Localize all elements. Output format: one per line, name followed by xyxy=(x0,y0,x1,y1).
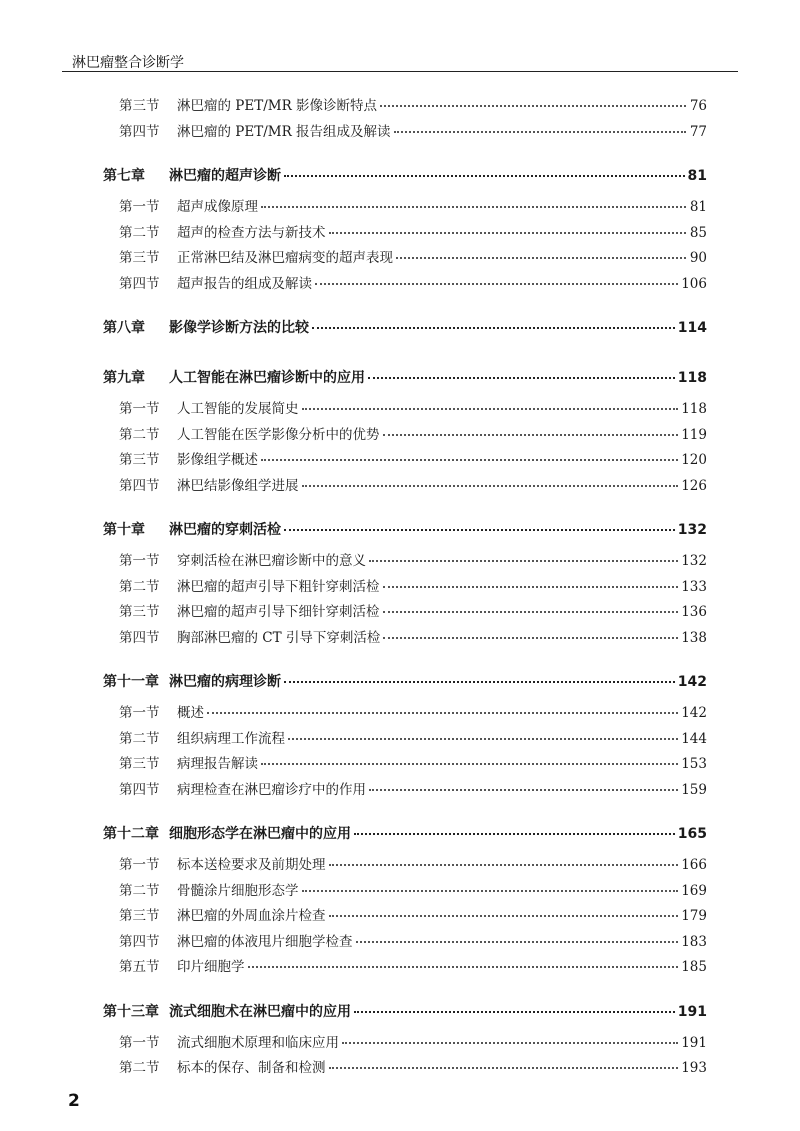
section-page-number: 159 xyxy=(681,781,707,798)
section-number: 第一节 xyxy=(119,401,160,417)
dot-leader xyxy=(261,763,678,765)
chapter-number: 第九章 xyxy=(103,370,145,386)
section-title: 流式细胞术原理和临床应用 xyxy=(177,1034,339,1051)
dot-leader xyxy=(383,434,679,436)
section-title: 标本送检要求及前期处理 xyxy=(177,857,326,873)
section-title: 淋巴瘤的外周血涂片检查 xyxy=(177,908,326,924)
chapter-title: 细胞形态学在淋巴瘤中的应用 xyxy=(169,826,351,842)
section-page-number: 169 xyxy=(681,882,707,899)
section-page-number: 119 xyxy=(681,426,707,443)
section-number: 第一节 xyxy=(119,553,160,569)
section-title: 淋巴结影像组学进展 xyxy=(177,477,299,494)
section-number: 第四节 xyxy=(119,275,160,292)
section-title: 标本的保存、制备和检测 xyxy=(177,1060,326,1076)
dot-leader xyxy=(284,175,685,177)
dot-leader xyxy=(248,966,679,968)
section-page-number: 81 xyxy=(689,199,707,215)
dot-leader xyxy=(356,941,679,943)
dot-leader xyxy=(383,637,678,639)
section-title: 淋巴瘤的 PET/MR 报告组成及解读 xyxy=(177,123,391,140)
section-number: 第四节 xyxy=(119,477,160,494)
dot-leader xyxy=(284,681,675,683)
section-title: 超声的检查方法与新技术 xyxy=(177,224,326,241)
chapter-number: 第十三章 xyxy=(103,1003,159,1020)
page-number: 2 xyxy=(68,1091,80,1111)
section-title: 影像组学概述 xyxy=(177,452,258,468)
section-title: 淋巴瘤的体液甩片细胞学检查 xyxy=(177,933,353,950)
section-number: 第二节 xyxy=(119,730,160,747)
toc-section-entry[interactable] xyxy=(103,549,707,575)
section-page-number: 136 xyxy=(681,604,707,620)
toc-chapter-entry[interactable] xyxy=(103,519,707,549)
toc-section-entry[interactable] xyxy=(103,1056,707,1082)
section-page-number: 126 xyxy=(681,477,707,494)
section-title: 组织病理工作流程 xyxy=(177,730,285,747)
toc-section-entry[interactable] xyxy=(103,272,707,298)
chapter-title: 流式细胞术在淋巴瘤中的应用 xyxy=(169,1003,351,1020)
dot-leader xyxy=(302,485,679,487)
section-title: 正常淋巴结及淋巴瘤病变的超声表现 xyxy=(177,250,393,266)
toc-section-entry[interactable] xyxy=(103,195,707,221)
dot-leader xyxy=(396,257,686,259)
chapter-page-number: 132 xyxy=(677,522,707,538)
chapter-number: 第八章 xyxy=(103,320,145,336)
section-title: 病理报告解读 xyxy=(177,756,258,772)
chapter-title: 淋巴瘤的病理诊断 xyxy=(169,674,281,690)
section-number: 第四节 xyxy=(119,781,160,798)
section-number: 第四节 xyxy=(119,123,160,140)
chapter-title: 影像学诊断方法的比较 xyxy=(169,320,309,336)
section-number: 第三节 xyxy=(119,604,160,620)
dot-leader xyxy=(383,611,679,613)
dot-leader xyxy=(312,327,675,329)
dot-leader xyxy=(329,1067,679,1069)
chapter-page-number: 191 xyxy=(677,1003,707,1020)
section-number: 第二节 xyxy=(119,882,160,899)
section-page-number: 106 xyxy=(681,275,707,292)
section-number: 第三节 xyxy=(119,98,160,114)
dot-leader xyxy=(329,232,687,234)
dot-leader xyxy=(329,864,679,866)
section-page-number: 185 xyxy=(681,959,707,975)
chapter-page-number: 165 xyxy=(677,826,707,842)
section-title: 超声报告的组成及解读 xyxy=(177,275,312,292)
section-title: 人工智能的发展简史 xyxy=(177,401,299,417)
section-number: 第四节 xyxy=(119,629,160,646)
section-page-number: 142 xyxy=(681,705,707,721)
section-page-number: 179 xyxy=(681,908,707,924)
section-title: 概述 xyxy=(177,705,204,721)
toc-chapter-group xyxy=(103,823,707,981)
section-page-number: 85 xyxy=(689,224,707,241)
section-title: 超声成像原理 xyxy=(177,199,258,215)
toc-section-entry[interactable] xyxy=(103,246,707,272)
chapter-number: 第七章 xyxy=(103,168,145,184)
chapter-page-number: 81 xyxy=(687,168,707,184)
toc-section-entry[interactable] xyxy=(103,626,707,652)
section-page-number: 77 xyxy=(689,123,707,140)
section-page-number: 118 xyxy=(681,401,707,417)
dot-leader xyxy=(394,131,686,133)
dot-leader xyxy=(380,105,686,107)
section-number: 第三节 xyxy=(119,452,160,468)
section-title: 印片细胞学 xyxy=(177,959,245,975)
toc-section-entry[interactable] xyxy=(103,94,707,120)
toc-section-entry[interactable] xyxy=(103,120,707,146)
toc-chapter-entry[interactable] xyxy=(103,367,707,397)
section-number: 第一节 xyxy=(119,857,160,873)
section-number: 第一节 xyxy=(119,1034,160,1051)
section-number: 第三节 xyxy=(119,250,160,266)
section-page-number: 193 xyxy=(681,1060,707,1076)
toc-section-entry[interactable] xyxy=(103,600,707,626)
header-rule xyxy=(62,71,738,72)
toc-section-entry[interactable] xyxy=(103,423,707,449)
section-title: 人工智能在医学影像分析中的优势 xyxy=(177,426,380,443)
toc-section-entry[interactable] xyxy=(103,1031,707,1057)
section-page-number: 76 xyxy=(689,98,707,114)
section-page-number: 120 xyxy=(681,452,707,468)
section-page-number: 191 xyxy=(681,1034,707,1051)
dot-leader xyxy=(329,915,679,917)
toc-chapter-entry[interactable] xyxy=(103,317,707,347)
dot-leader xyxy=(369,560,678,562)
chapter-number: 第十一章 xyxy=(103,674,159,690)
table-of-contents xyxy=(103,94,707,1102)
section-page-number: 144 xyxy=(681,730,707,747)
dot-leader xyxy=(302,890,679,892)
section-number: 第三节 xyxy=(119,756,160,772)
section-number: 第二节 xyxy=(119,1060,160,1076)
toc-chapter-entry[interactable] xyxy=(103,1001,707,1031)
chapter-page-number: 142 xyxy=(677,674,707,690)
chapter-page-number: 114 xyxy=(677,320,707,336)
toc-section-entry[interactable] xyxy=(103,727,707,753)
section-number: 第二节 xyxy=(119,578,160,595)
dot-leader xyxy=(261,459,678,461)
section-title: 骨髓涂片细胞形态学 xyxy=(177,882,299,899)
toc-chapter-group xyxy=(103,317,707,347)
dot-leader xyxy=(369,789,678,791)
section-number: 第二节 xyxy=(119,224,160,241)
section-page-number: 166 xyxy=(681,857,707,873)
section-page-number: 133 xyxy=(681,578,707,595)
section-number: 第五节 xyxy=(119,959,160,975)
dot-leader xyxy=(302,408,679,410)
toc-section-entry[interactable] xyxy=(103,701,707,727)
dot-leader xyxy=(354,1011,675,1013)
chapter-number: 第十二章 xyxy=(103,826,159,842)
toc-chapter-group xyxy=(103,94,707,145)
dot-leader xyxy=(383,586,679,588)
section-number: 第二节 xyxy=(119,426,160,443)
toc-section-entry[interactable] xyxy=(103,955,707,981)
toc-chapter-group xyxy=(103,1001,707,1082)
dot-leader xyxy=(354,833,675,835)
toc-section-entry[interactable] xyxy=(103,448,707,474)
section-title: 淋巴瘤的超声引导下粗针穿刺活检 xyxy=(177,578,380,595)
dot-leader xyxy=(284,529,675,531)
dot-leader xyxy=(368,377,675,379)
toc-section-entry[interactable] xyxy=(103,221,707,247)
running-header: 淋巴瘤整合诊断学 xyxy=(72,55,184,71)
section-title: 淋巴瘤的 PET/MR 影像诊断特点 xyxy=(177,98,378,114)
toc-section-entry[interactable] xyxy=(103,474,707,500)
section-page-number: 90 xyxy=(689,250,707,266)
toc-chapter-group xyxy=(103,519,707,651)
toc-section-entry[interactable] xyxy=(103,904,707,930)
section-page-number: 153 xyxy=(681,756,707,772)
section-page-number: 138 xyxy=(681,629,707,646)
chapter-number: 第十章 xyxy=(103,522,145,538)
toc-chapter-group xyxy=(103,671,707,803)
chapter-page-number: 118 xyxy=(677,370,707,386)
toc-section-entry[interactable] xyxy=(103,853,707,879)
section-page-number: 183 xyxy=(681,933,707,950)
chapter-title: 淋巴瘤的穿刺活检 xyxy=(169,522,281,538)
toc-chapter-entry[interactable] xyxy=(103,823,707,853)
dot-leader xyxy=(207,712,678,714)
toc-section-entry[interactable] xyxy=(103,930,707,956)
section-title: 胸部淋巴瘤的 CT 引导下穿刺活检 xyxy=(177,629,381,646)
dot-leader xyxy=(342,1042,678,1044)
dot-leader xyxy=(315,283,678,285)
section-number: 第三节 xyxy=(119,908,160,924)
chapter-title: 人工智能在淋巴瘤诊断中的应用 xyxy=(169,370,365,386)
toc-chapter-group xyxy=(103,165,707,297)
toc-chapter-entry[interactable] xyxy=(103,671,707,701)
toc-section-entry[interactable] xyxy=(103,575,707,601)
toc-section-entry[interactable] xyxy=(103,752,707,778)
dot-leader xyxy=(288,738,678,740)
section-number: 第一节 xyxy=(119,705,160,721)
section-title: 淋巴瘤的超声引导下细针穿刺活检 xyxy=(177,604,380,620)
toc-section-entry[interactable] xyxy=(103,879,707,905)
dot-leader xyxy=(261,206,686,208)
section-number: 第四节 xyxy=(119,933,160,950)
section-number: 第一节 xyxy=(119,199,160,215)
toc-chapter-group xyxy=(103,367,707,499)
toc-chapter-entry[interactable] xyxy=(103,165,707,195)
section-title: 穿刺活检在淋巴瘤诊断中的意义 xyxy=(177,553,366,569)
section-title: 病理检查在淋巴瘤诊疗中的作用 xyxy=(177,781,366,798)
chapter-title: 淋巴瘤的超声诊断 xyxy=(169,168,281,184)
toc-section-entry[interactable] xyxy=(103,778,707,804)
section-page-number: 132 xyxy=(681,553,707,569)
toc-section-entry[interactable] xyxy=(103,397,707,423)
